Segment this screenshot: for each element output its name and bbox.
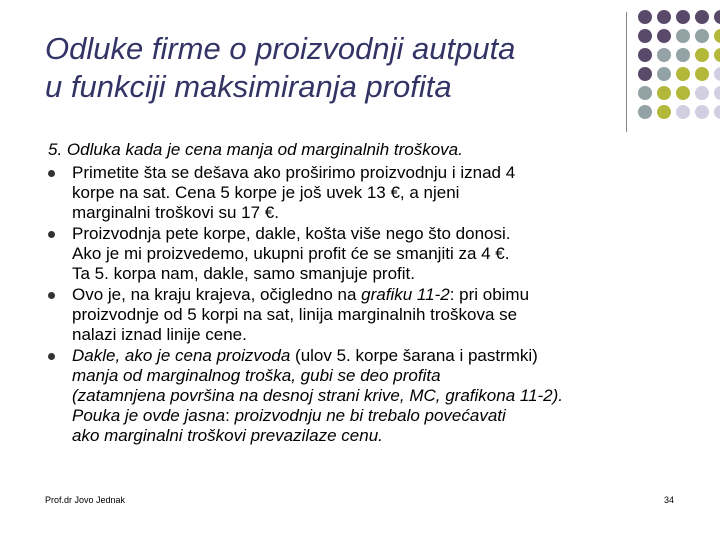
decorative-dot: [695, 105, 709, 119]
bullet-text: Ta 5. korpa nam, dakle, samo smanjuje profit.: [72, 264, 415, 283]
bullet-dot-icon: [48, 170, 55, 177]
decorative-dot: [676, 67, 690, 81]
bullet-text: :: [225, 406, 235, 425]
bullet-text: Ako je mi proizvedemo, ukupni profit će se smanjiti za 4 €.: [72, 244, 510, 263]
decorative-dot: [714, 67, 720, 81]
slide-title-line-2: u funkciji maksimiranja profita: [45, 69, 452, 104]
decorative-dot: [657, 67, 671, 81]
decorative-dot: [638, 10, 652, 24]
decorative-dot: [695, 10, 709, 24]
bullet-line: [72, 305, 698, 325]
decorative-dot: [714, 29, 720, 43]
decorative-dot: [657, 105, 671, 119]
bullet-item: [48, 163, 698, 223]
bullet-line: [72, 224, 698, 244]
bullet-line: [72, 163, 698, 183]
decorative-dot: [695, 86, 709, 100]
footer-author: Prof.dr Jovo Jednak: [45, 495, 126, 505]
decorative-dot-grid: [638, 10, 720, 119]
bullet-dot-icon: [48, 231, 55, 238]
decorative-dot: [676, 105, 690, 119]
slide-title-line-1: Odluke firme o proizvodnji autputa: [45, 31, 516, 66]
bullet-dot-icon: [48, 353, 55, 360]
bullet-item: [48, 285, 698, 345]
bullet-text: proizvodnje od 5 korpi na sat, linija marginalnih troškova se: [72, 305, 518, 324]
bullet-item: [48, 224, 698, 284]
bullet-list: [48, 163, 698, 446]
slide-title: [45, 30, 615, 106]
bullet-line: [72, 325, 698, 345]
bullet-line: [72, 285, 698, 305]
bullet-text: Ovo je, na kraju krajeva, očigledno na: [72, 285, 362, 304]
section-heading: 5. Odluka kada je cena manja od marginalnih troškova.: [48, 140, 463, 159]
bullet-item: [48, 346, 698, 446]
bullet-text: Proizvodnja pete korpe, dakle, košta više nego što donosi.: [72, 224, 511, 243]
decorative-dot: [657, 29, 671, 43]
decorative-dot: [657, 10, 671, 24]
bullet-text: proizvodnju ne bi trebalo povećavati: [234, 406, 506, 425]
decorative-dot: [676, 10, 690, 24]
bullet-text: : pri obimu: [449, 285, 530, 304]
decorative-dot: [638, 48, 652, 62]
decorative-dot: [714, 86, 720, 100]
decorative-dot: [714, 10, 720, 24]
bullet-text: marginalni troškovi su 17 €.: [72, 203, 279, 222]
bullet-line: [72, 366, 698, 386]
decorative-dot: [638, 67, 652, 81]
bullet-line: [72, 203, 698, 223]
bullet-line: [72, 264, 698, 284]
decorative-dot: [657, 48, 671, 62]
bullet-text: Pouka je ovde jasna: [72, 406, 226, 425]
bullet-text: grafiku 11-2: [361, 285, 450, 304]
decorative-dot: [676, 48, 690, 62]
decorative-dot: [695, 67, 709, 81]
decorative-dot: [714, 105, 720, 119]
decorative-dot: [676, 86, 690, 100]
bullet-line: [72, 426, 698, 446]
bullet-text: manja od marginalnog troška, gubi se deo profita: [72, 366, 441, 385]
bullet-line: [72, 183, 698, 203]
bullet-line: [72, 244, 698, 264]
decorative-dot: [657, 86, 671, 100]
bullet-text: nalazi iznad linije cene.: [72, 325, 247, 344]
bullet-text: Dakle, ako je cena proizvoda: [72, 346, 296, 365]
bullet-text: (zatamnjena površina na desnoj strani krive, MC, grafikona 11-2).: [72, 386, 564, 405]
slide-body: [48, 140, 698, 447]
decorative-divider: [626, 12, 627, 132]
footer-page-number: 34: [664, 495, 675, 505]
decorative-dot: [695, 29, 709, 43]
decorative-dot: [676, 29, 690, 43]
decorative-dot: [638, 105, 652, 119]
bullet-line: [72, 406, 698, 426]
decorative-dot: [638, 29, 652, 43]
bullet-line: [72, 346, 698, 366]
bullet-dot-icon: [48, 292, 55, 299]
bullet-line: [72, 386, 698, 406]
bullet-text: ako marginalni troškovi prevazilaze cenu.: [72, 426, 383, 445]
decorative-dot: [638, 86, 652, 100]
decorative-dot: [695, 48, 709, 62]
bullet-text: korpe na sat. Cena 5 korpe je još uvek 13 €, a njeni: [72, 183, 460, 202]
decorative-dot: [714, 48, 720, 62]
bullet-text: Primetite šta se dešava ako proširimo proizvodnju i iznad 4: [72, 163, 516, 182]
bullet-text: (ulov 5. korpe šarana i pastrmki): [295, 346, 538, 365]
